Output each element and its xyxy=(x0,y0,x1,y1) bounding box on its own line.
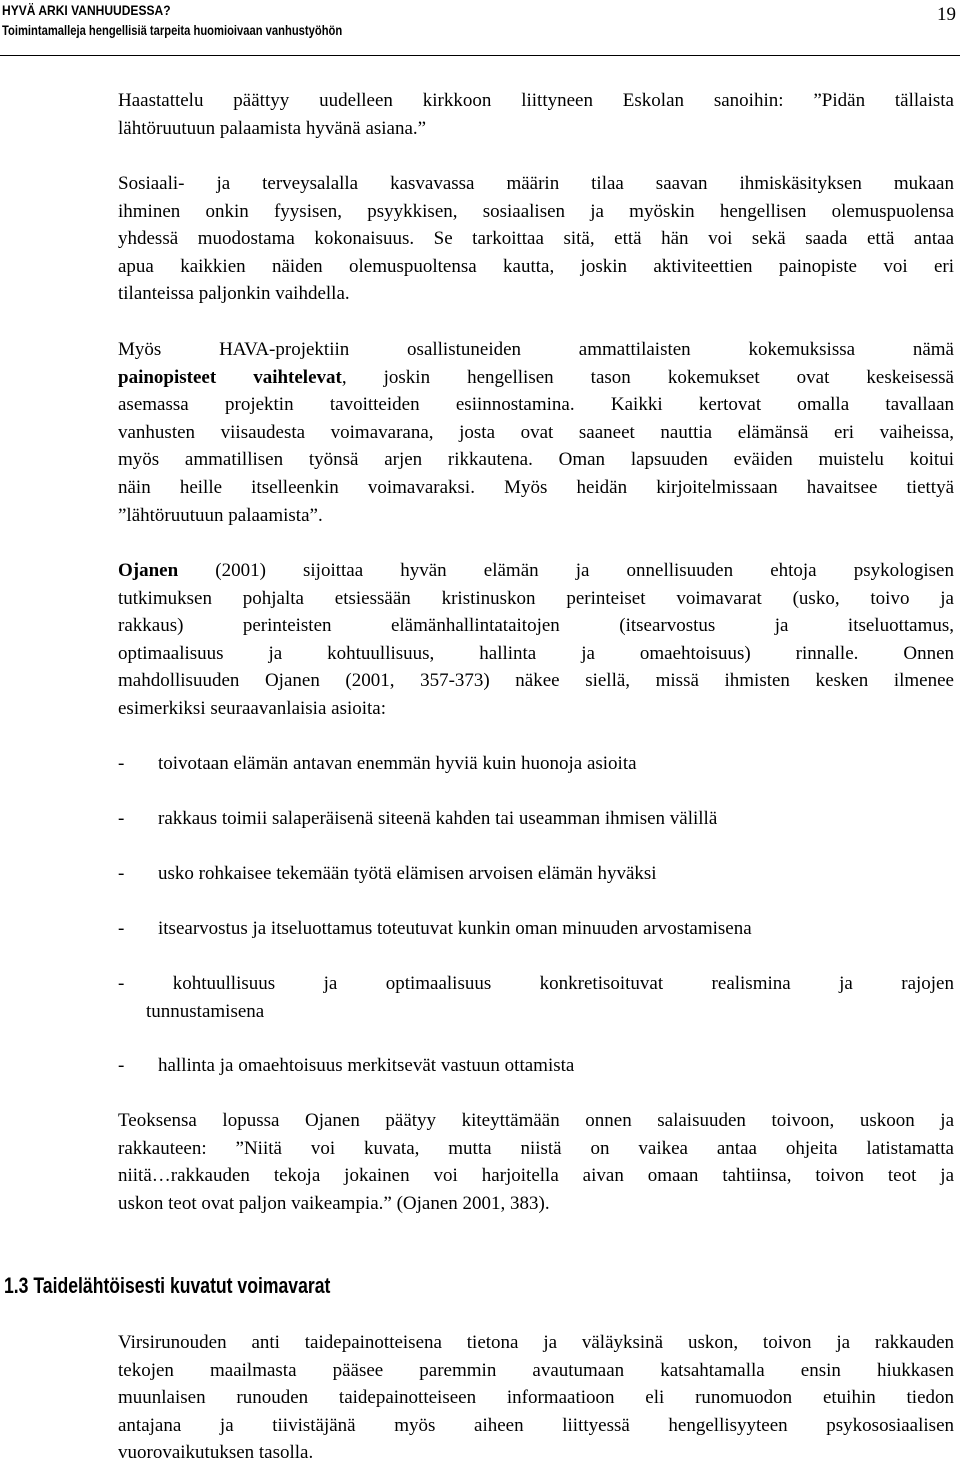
text-line: - kohtuullisuus ja optimaalisuus konkretisoituvat realismina ja rajojen xyxy=(118,973,954,994)
text-line: Haastattelu päättyy uudelleen kirkkoon liittyneen Eskolan sanoihin: ”Pidän tällaista xyxy=(118,90,954,111)
page-header xyxy=(0,0,960,56)
text-line: uskon teot ovat paljon vaikeampia.” (Ojanen 2001, 383). xyxy=(118,1192,550,1214)
text-line: vuorovaikutuksen tasolla. xyxy=(118,1442,314,1463)
text-line: näin heille itselleenkin voimavaraksi. Myös heidän kirjoitelmissaan havaitsee tiettyä xyxy=(118,476,954,498)
header-subtitle: Toimintamalleja hengellisiä tarpeita huomioivaan vanhustyöhön xyxy=(2,22,343,38)
emphasis-text: Ojanen xyxy=(118,560,179,581)
list-item-text: itsearvostus ja itseluottamus toteutuvat kunkin oman minuuden arvostamisena xyxy=(158,918,752,939)
text-line: tutkimuksen pohjalta etsiessään kristinuskon perinteiset voimavarat (usko, toivo ja xyxy=(118,587,954,609)
text-line: yhdessä muodostama kokonaisuus. Se tarkoittaa sitä, että hän voi sekä saada että antaa xyxy=(118,228,954,250)
header-title: HYVÄ ARKI VANHUUDESSA? xyxy=(2,2,171,18)
text-line xyxy=(118,557,954,585)
paragraph-hymn-poetry xyxy=(118,1329,954,1463)
text-line: asemassa projektin tavoitteiden esiinnostamina. Kaikki kertovat omalla tavallaan xyxy=(118,394,954,416)
text-line: lähtöruutuun palaamista hyvänä asiana.” xyxy=(118,117,427,139)
list-item-text: usko rohkaisee tekemään työtä elämisen arvoisen elämän hyväksi xyxy=(158,863,657,884)
paragraph-human-concept xyxy=(118,170,954,308)
list-item-text: toivotaan elämän antavan enemmän hyviä kuin huonoja asioita xyxy=(158,753,637,774)
text-span: , joskin hengellisen tason kokemukset ovat keskeisessä xyxy=(341,366,954,388)
text-span: (2001) sijoittaa hyvän elämän ja onnellisuuden ehtoja psykologisen xyxy=(178,560,954,581)
text-line: ”lähtöruutuun palaamista”. xyxy=(118,504,323,526)
text-line: Virsirunouden anti taidepainotteisena tietona ja väläyksinä uskon, toivon ja rakkauden xyxy=(118,1332,954,1353)
paragraph-conclusion xyxy=(118,1107,954,1217)
text-line: apua kaikkien näiden olemuspuoltensa kautta, joskin aktiviteettien painopiste voi eri xyxy=(118,255,954,277)
text-line: vanhusten viisaudesta voimavarana, josta ovat saaneet nauttia elämänsä eri vaiheissa, xyxy=(118,421,954,443)
section-heading: 1.3 Taidelähtöisesti kuvatut voimavarat xyxy=(4,1273,331,1298)
paragraph-hava-project xyxy=(118,336,954,529)
paragraph-ojanen xyxy=(118,557,954,723)
text-line: Teoksensa lopussa Ojanen päätyy kiteyttämään onnen salaisuuden toivoon, uskoon ja xyxy=(118,1110,954,1131)
text-line: rakkauteen: ”Niitä voi kuvata, mutta niistä on vaikea antaa ohjeita latistamatta xyxy=(118,1137,954,1159)
emphasis-text: painopisteet vaihtelevat xyxy=(118,366,342,388)
text-line: mahdollisuuden Ojanen (2001, 357-373) näkee siellä, missä ihmisten kesken ilmenee xyxy=(118,670,954,692)
paragraph-interview-end xyxy=(118,87,954,142)
text-line: Myös HAVA-projektiin osallistuneiden ammattilaisten kokemuksissa nämä xyxy=(118,339,954,360)
list-dash: - xyxy=(118,1055,125,1076)
list-dash: - xyxy=(118,753,125,774)
text-line: myös ammatillisen työnsä arjen rikkautena. Oman lapsuuden eväiden muistelu koitui xyxy=(118,449,954,471)
page-number: 19 xyxy=(937,4,956,25)
text-line: tunnustamisena xyxy=(146,1000,265,1022)
text-line: muunlaisen runouden taidepainotteiseen informaatioon eli runomuodon etuihin tiedon xyxy=(118,1387,954,1409)
text-line: tekojen maailmasta pääsee paremmin avautumaan katsahtamalla ensin hiukkasen xyxy=(118,1359,954,1381)
text-line: optimaalisuus ja kohtuullisuus, hallinta ja omaehtoisuus) rinnalle. Onnen xyxy=(118,642,954,664)
text-line: tilanteissa paljonkin vaihdella. xyxy=(118,283,350,305)
list-dash: - xyxy=(118,808,125,829)
text-line: esimerkiksi seuraavanlaisia asioita: xyxy=(118,697,387,719)
list-dash: - xyxy=(118,918,125,939)
text-line: ihminen onkin fyysisen, psyykkisen, sosiaalisen ja myöskin hengellisen olemuspuolensa xyxy=(118,200,954,222)
list-dash: - xyxy=(118,863,125,884)
text-line: niitä…rakkauden tekoja jokainen voi harjoitella aivan omaan tahtiinsa, toivon teot ja xyxy=(118,1165,954,1187)
list-item-wide xyxy=(118,970,954,1025)
text-line: antajana ja tiivistäjänä myös aiheen liittyessä hengellisyyteen psykososiaalisen xyxy=(118,1414,954,1436)
text-line: rakkaus) perinteisten elämänhallintataitojen (itsearvostus ja itseluottamus, xyxy=(118,615,954,637)
text-line: Sosiaali- ja terveysalalla kasvavassa määrin tilaa saavan ihmiskäsityksen mukaan xyxy=(118,173,954,194)
list-item-text: hallinta ja omaehtoisuus merkitsevät vastuun ottamista xyxy=(158,1055,575,1076)
text-line xyxy=(118,364,954,392)
list-item-text: rakkaus toimii salaperäisenä siteenä kahden tai useamman ihmisen välillä xyxy=(158,808,718,829)
